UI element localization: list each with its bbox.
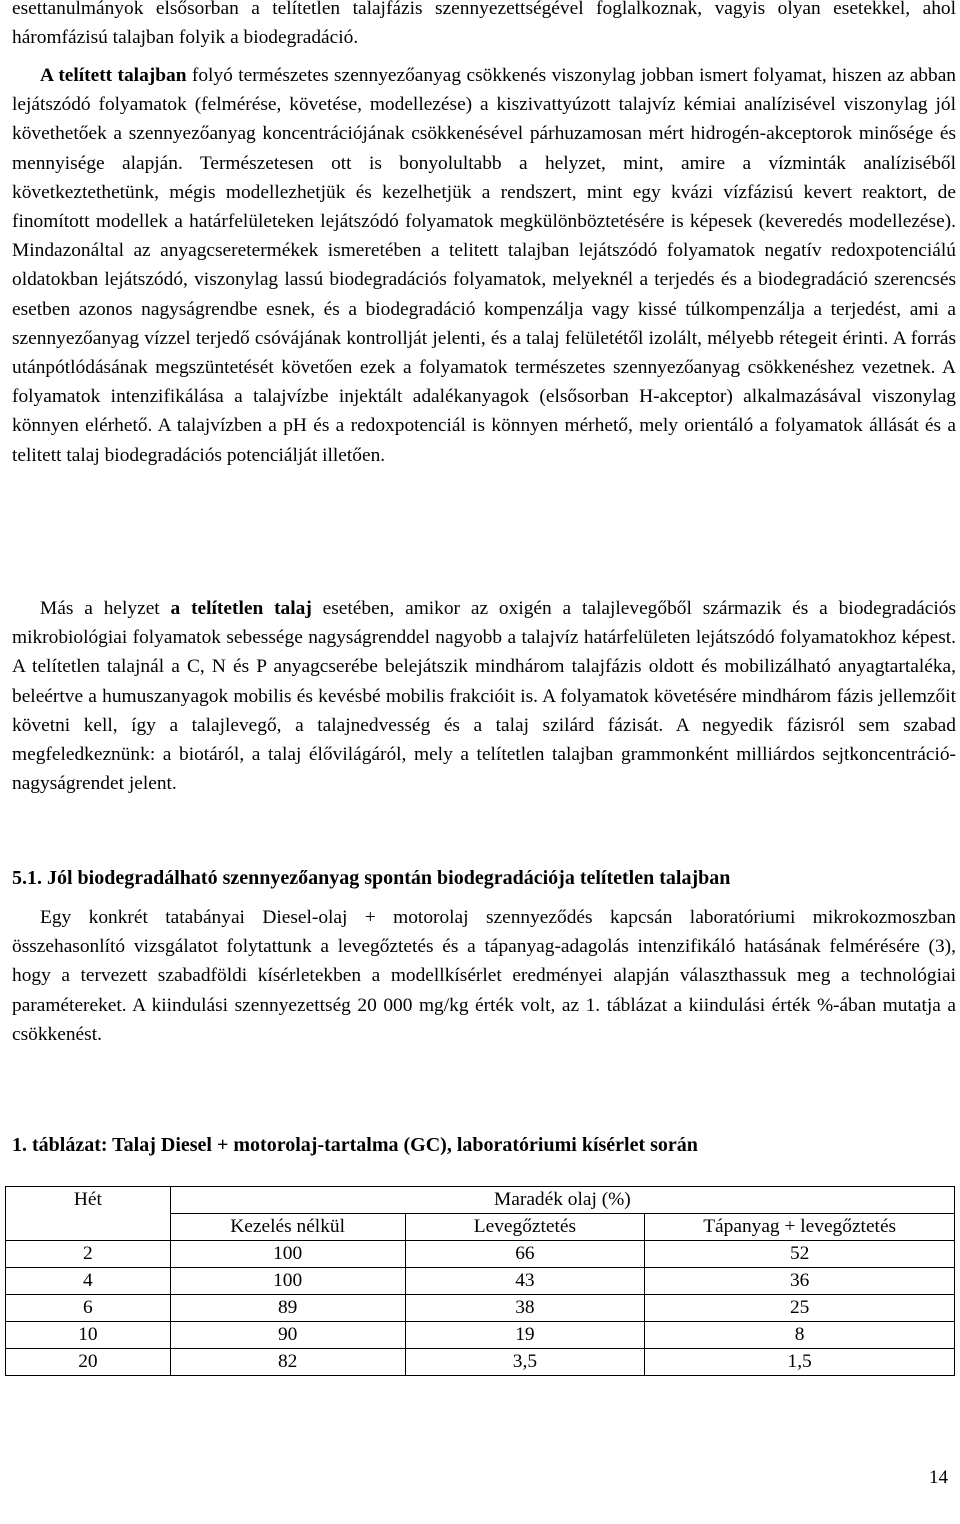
table-cell: 100: [170, 1268, 405, 1295]
table-cell: 19: [405, 1322, 645, 1349]
table-caption: 1. táblázat: Talaj Diesel + motorolaj-tartalma (GC), laboratóriumi kísérlet során: [12, 1134, 698, 1156]
bold-term-saturated: A telített talajban: [40, 65, 187, 86]
table-row: [6, 1241, 955, 1268]
table-cell: 100: [170, 1241, 405, 1268]
paragraph-intro-continuation: esettanulmányok elsősorban a telítetlen talajfázis szennyezettségével foglalkoznak, vagyis olyan esetekkel, ahol háromfázisú talajban folyik a biodegradáció.: [12, 0, 956, 49]
table-cell: 90: [170, 1322, 405, 1349]
table-cell: 8: [645, 1322, 955, 1349]
table-row: [6, 1349, 955, 1376]
table-cell: 43: [405, 1268, 645, 1295]
paragraph-unsaturated-text: esetében, amikor az oxigén a talajlevegőből származik és a biodegradációs mikrobiológiai folyamatok sebessége nagyságrenddel nagyobb a talajvíz határfelületen lejátszódó folyamatokhoz képest. A telítetlen talajnál a C, N és P anyagcserébe belejátszik mindhárom talajfázis oldott és mobilizálható anyagtartaléka, beleértve a humuszanyagok mobilis és kevésbé mobilis frakcióit is. A folyamatok követésére mindhárom fázis jellemzőit követni kell, így a talajlevegő, a talajnedvesség és a talaj szilárd fázisát. A negyedik fázisról sem szabad megfeledkeznünk: a biotáról, a talaj élővilágáról, mely a telítetlen talajban grammonként milliárdos sejtkoncentráció-nagyságrendet jelent.: [12, 598, 956, 795]
table-cell: 66: [405, 1241, 645, 1268]
bold-term-unsaturated: a telítetlen talaj: [170, 598, 312, 619]
table-cell: 1,5: [645, 1349, 955, 1376]
table-header-row: [6, 1187, 955, 1214]
table-cell: 25: [645, 1295, 955, 1322]
paragraph-saturated-soil: [12, 61, 956, 470]
subheader-nutrient-aeration: Tápanyag + levegőztetés: [645, 1214, 955, 1241]
section-heading: 5.1. Jól biodegradálható szennyezőanyag spontán biodegradációja telítetlen talajban: [12, 867, 731, 889]
page-number: 14: [929, 1467, 948, 1488]
subheader-untreated: Kezelés nélkül: [170, 1214, 405, 1241]
paragraph-saturated-text: folyó természetes szennyezőanyag csökkenés viszonylag jobban ismert folyamat, hiszen az abban lejátszódó folyamatok (felmérése, követése, modellezése) a kiszivattyúzott talajvíz kémiai analízisével viszonylag jól követhetőek a szennyezőanyag koncentrációjának csökkenésével párhuzamosan mért hidrogén-akceptorok minősége és mennyisége alapján. Természetesen ott is bonyolultabb a helyzet, mint, amire a vízminták analíziséből következtethetünk, mégis modellezhetjük és kezelhetjük a rendszert, mint egy kvázi vízfázisú kevert reaktort, de finomított modellek a határfelületeken lejátszódó folyamatok megkülönböztetésére is képesek (keveredés modellezése). Mindazonáltal az anyagcseretermékek ismeretében a telitett talajban lejátszódó folyamatok negatív redoxpotenciálú oldatokban lejátszódó, viszonylag lassú biodegradációs folyamatok, melyeknél a terjedés és a biodegradáció szerencsés esetben azonos nagyságrendbe esnek, és a biodegradáció kompenzálja vagy kissé túlkompenzálja a terjedést, ami a szennyezőanyag vízzel terjedő csóvájának kontrollját jelenti, és a talaj felületétől izolált, mélyebb rétegeit érinti. A forrás utánpótlódásának megszüntetését követően ezek a folyamatok természetes szennyezőanyag csökkenéshez vezetnek. A folyamatok intenzifikálása a talajvízbe injektált adalékanyagok (elsősorban H-akceptor) alkalmazásával viszonylag könnyen elérhető. A talajvízben a pH és a redoxpotenciál is könnyen mérhető, mely orientáló a folyamatok állását és a telitett talaj biodegradációs potenciálját illetően.: [12, 65, 956, 466]
table-cell: 2: [6, 1241, 171, 1268]
results-table: [5, 1186, 955, 1376]
paragraph-unsaturated-pre: Más a helyzet: [40, 598, 171, 619]
header-week: Hét: [6, 1187, 171, 1241]
paragraph-unsaturated-soil: [12, 594, 956, 798]
table-cell: 89: [170, 1295, 405, 1322]
header-remaining-oil: Maradék olaj (%): [170, 1187, 954, 1214]
table-cell: 36: [645, 1268, 955, 1295]
table-cell: 38: [405, 1295, 645, 1322]
table-cell: 4: [6, 1268, 171, 1295]
table-cell: 20: [6, 1349, 171, 1376]
table-row: [6, 1268, 955, 1295]
table-cell: 3,5: [405, 1349, 645, 1376]
table-cell: 52: [645, 1241, 955, 1268]
table-row: [6, 1295, 955, 1322]
table-cell: 82: [170, 1349, 405, 1376]
paragraph-experiment: Egy konkrét tatabányai Diesel-olaj + motorolaj szennyeződés kapcsán laboratóriumi mikrokozmoszban összehasonlító vizsgálatot folytattunk a levegőztetés és a tápanyag-adagolás intenzifikáló hatásának felmérésére (3), hogy a tervezett szabadföldi kísérletekben a modellkísérlet eredményei alapján választhassuk meg a technológiai paramétereket. A kiindulási szennyezettség 20 000 mg/kg érték volt, az 1. táblázat a kiindulási érték %-ában mutatja a csökkenést.: [12, 907, 956, 1045]
table-cell: 6: [6, 1295, 171, 1322]
table-row: [6, 1322, 955, 1349]
subheader-aeration: Levegőztetés: [405, 1214, 645, 1241]
table-cell: 10: [6, 1322, 171, 1349]
